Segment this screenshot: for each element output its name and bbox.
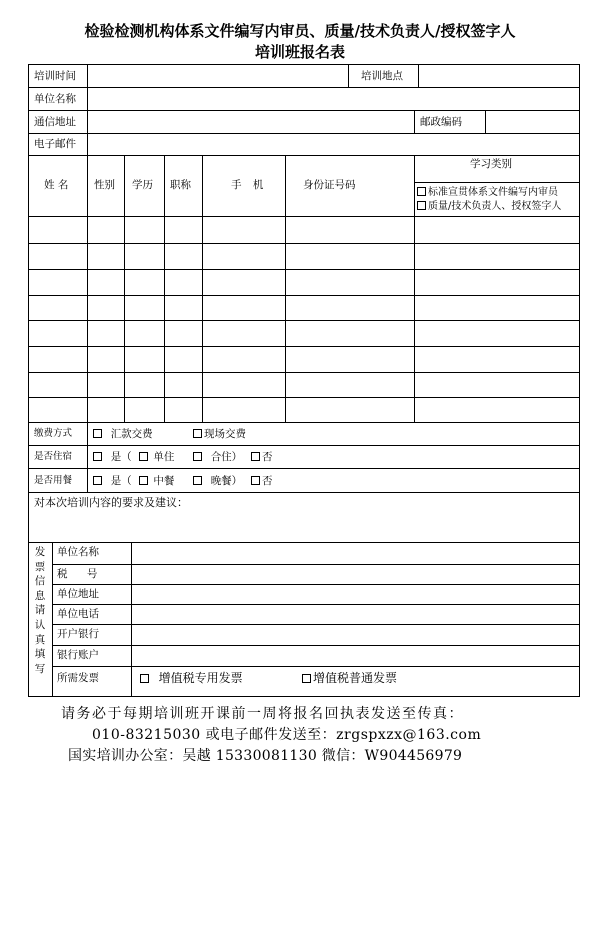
row-divider xyxy=(28,445,580,446)
invoice-tax-label: 税 号 xyxy=(57,568,106,580)
meal-dinner[interactable]: 晚餐） xyxy=(193,474,242,488)
col-divider xyxy=(485,110,486,133)
email-label: 电子邮件 xyxy=(34,138,76,150)
invoice-side-char: 发 xyxy=(34,546,46,558)
checkbox-icon[interactable] xyxy=(417,201,426,210)
payment-label: 缴费方式 xyxy=(34,428,73,439)
category-option-1[interactable]: 标准宣贯体系文件编写内审员 xyxy=(417,186,558,200)
meal-no[interactable]: 否 xyxy=(251,474,273,488)
col-divider xyxy=(87,422,88,492)
invoice-option-special[interactable]: 增值税专用发票 xyxy=(140,671,243,685)
lodging-single[interactable]: 单住 xyxy=(139,450,174,464)
lodging-yes[interactable]: 是（ xyxy=(93,450,132,464)
form-subtitle: 培训班报名表 xyxy=(254,43,345,61)
company-label: 单位名称 xyxy=(34,93,76,105)
checkbox-icon[interactable] xyxy=(93,476,102,485)
invoice-phone-label: 单位电话 xyxy=(57,608,99,620)
suggestion-label: 对本次培训内容的要求及建议： xyxy=(34,496,188,509)
col-divider xyxy=(87,155,88,422)
meal-label: 是否用餐 xyxy=(34,475,73,486)
invoice-side-char: 息 xyxy=(34,589,46,602)
row-divider xyxy=(28,87,580,88)
mobile-header: 手 机 xyxy=(231,179,268,191)
invoice-side-char: 真 xyxy=(34,633,46,646)
invoice-side-char: 票 xyxy=(34,560,46,573)
footer-contact-fax-email: 010-83215030 或电子邮件发送至：zrgspxzx@163.com xyxy=(92,727,482,743)
gender-header: 性别 xyxy=(94,179,115,191)
checkbox-icon[interactable] xyxy=(302,674,311,683)
lodging-label: 是否住宿 xyxy=(34,451,73,462)
row-divider xyxy=(414,182,580,183)
invoice-account-label: 银行账户 xyxy=(57,649,99,661)
form-title: 检验检测机构体系文件编写内审员、质量/技术负责人/授权签字人 xyxy=(84,22,516,40)
id-number-header: 身份证号码 xyxy=(303,179,356,191)
col-divider xyxy=(202,155,203,422)
col-divider xyxy=(164,155,165,422)
row-divider xyxy=(28,422,580,423)
invoice-address-label: 单位地址 xyxy=(57,588,99,600)
footer-office-contact: 国实培训办公室：吴越 15330081130 微信：W904456979 xyxy=(68,748,463,764)
footer-instruction: 请务必于每期培训班开课前一周将报名回执表发送至传真： xyxy=(61,706,464,722)
col-divider xyxy=(285,155,286,422)
checkbox-icon[interactable] xyxy=(417,187,426,196)
row-divider xyxy=(28,110,580,111)
invoice-side-char: 填 xyxy=(34,648,46,661)
checkbox-icon[interactable] xyxy=(193,429,202,438)
row-divider xyxy=(28,492,580,493)
invoice-side-label xyxy=(33,545,47,676)
meal-yes[interactable]: 是（ xyxy=(93,474,132,488)
col-divider xyxy=(52,542,53,697)
checkbox-icon[interactable] xyxy=(251,476,260,485)
checkbox-icon[interactable] xyxy=(93,429,102,438)
col-divider xyxy=(124,155,125,422)
col-divider xyxy=(348,64,349,87)
position-header: 职称 xyxy=(170,179,191,191)
col-divider xyxy=(87,64,88,87)
invoice-side-char: 写 xyxy=(34,662,46,675)
education-header: 学历 xyxy=(132,179,153,191)
row-divider xyxy=(28,468,580,469)
invoice-side-char: 信 xyxy=(34,575,46,588)
row-divider xyxy=(28,155,580,156)
col-divider xyxy=(414,155,415,422)
checkbox-icon[interactable] xyxy=(139,476,148,485)
payment-option-remit[interactable]: 汇款交费 xyxy=(93,427,153,441)
invoice-bank-label: 开户银行 xyxy=(57,628,99,640)
row-divider xyxy=(28,397,580,398)
invoice-type-label: 所需发票 xyxy=(57,672,99,684)
col-divider xyxy=(418,64,419,87)
row-divider xyxy=(28,243,580,244)
lodging-no[interactable]: 否 xyxy=(251,450,273,464)
checkbox-icon[interactable] xyxy=(251,452,260,461)
invoice-side-char: 认 xyxy=(34,618,46,631)
col-divider xyxy=(131,542,132,697)
training-time-label: 培训时间 xyxy=(34,70,76,82)
row-divider xyxy=(28,216,580,217)
training-place-label: 培训地点 xyxy=(361,70,403,82)
row-divider xyxy=(28,346,580,347)
col-divider xyxy=(87,87,88,155)
row-divider xyxy=(28,320,580,321)
invoice-company-label: 单位名称 xyxy=(57,546,99,558)
row-divider xyxy=(28,269,580,270)
meal-lunch[interactable]: 中餐 xyxy=(139,474,174,488)
row-divider xyxy=(28,295,580,296)
row-divider xyxy=(28,542,580,543)
checkbox-icon[interactable] xyxy=(93,452,102,461)
invoice-side-char: 请 xyxy=(34,604,46,617)
postcode-label: 邮政编码 xyxy=(420,116,462,128)
row-divider xyxy=(28,372,580,373)
lodging-shared[interactable]: 合住） xyxy=(193,450,242,464)
address-label: 通信地址 xyxy=(34,116,76,128)
category-option-2[interactable]: 质量/技术负责人、授权签字人 xyxy=(417,200,561,214)
checkbox-icon[interactable] xyxy=(193,452,202,461)
category-header: 学习类别 xyxy=(470,158,512,170)
col-divider xyxy=(414,110,415,133)
checkbox-icon[interactable] xyxy=(193,476,202,485)
checkbox-icon[interactable] xyxy=(139,452,148,461)
checkbox-icon[interactable] xyxy=(140,674,149,683)
invoice-option-normal[interactable]: 增值税普通发票 xyxy=(302,671,397,685)
row-divider xyxy=(28,133,580,134)
name-header: 姓 名 xyxy=(44,179,69,191)
payment-option-onsite[interactable]: 现场交费 xyxy=(193,427,246,441)
